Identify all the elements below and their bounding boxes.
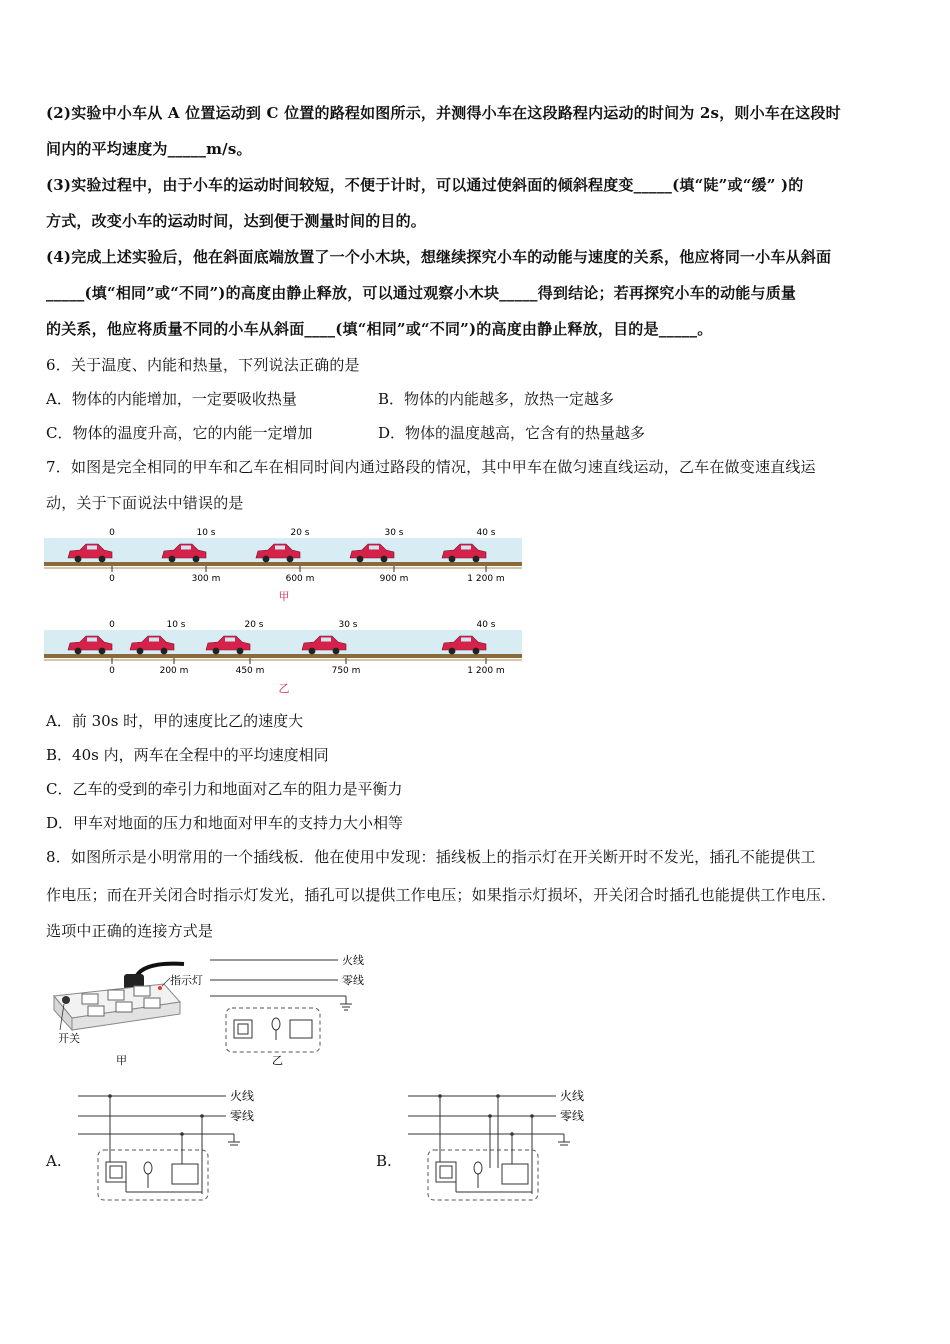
q5-part4-line1: (4)完成上述实验后，他在斜面底端放置了一个小木块，想继续探究小车的动能与速度的关系，他应将同一小车从斜面: [46, 248, 832, 266]
lamp-symbol: [474, 1162, 482, 1174]
indicator-lamp: [158, 986, 162, 990]
q7-figure-yi: [44, 616, 524, 698]
q5-part3-line2: 方式，改变小车的运动时间，达到便于测量时间的目的。: [46, 212, 427, 230]
switch-symbol: [106, 1162, 126, 1182]
time-label: 10 s: [196, 528, 216, 538]
switch-symbol-inner: [440, 1166, 452, 1178]
distance-label: 200 m: [159, 666, 189, 676]
q8-stem-line2: 作电压；而在开关闭合时指示灯发光，插孔可以提供工作电压；如果指示灯损坏，开关闭合时插孔也能提供工作电压．: [46, 886, 837, 904]
q7-option-c[interactable]: C．乙车的受到的牵引力和地面对乙车的阻力是平衡力: [46, 780, 403, 798]
distance-label: 600 m: [285, 574, 315, 584]
indicator-label: 指示灯: [170, 974, 203, 987]
q8-wiring-figure: [208, 950, 378, 1068]
q6-stem: 6．关于温度、内能和热量，下列说法正确的是: [46, 356, 360, 374]
q7-figure-jia: [44, 524, 524, 606]
time-label: 10 s: [166, 620, 186, 630]
road: [44, 562, 522, 566]
socket: [88, 1006, 104, 1016]
switch-button: [62, 996, 70, 1004]
q7-option-d[interactable]: D．甲车对地面的压力和地面对甲车的支持力大小相等: [46, 814, 404, 832]
socket: [144, 998, 160, 1008]
switch-symbol-inner: [110, 1166, 122, 1178]
distance-label: 0: [109, 574, 115, 584]
q7-stem-line1: 7．如图是完全相同的甲车和乙车在相同时间内通过路段的情况，其中甲车在做匀速直线运动，乙车在做变速直线运: [46, 458, 816, 476]
distance-label: 750 m: [331, 666, 361, 676]
distance-label: 450 m: [235, 666, 265, 676]
q6-option-c[interactable]: C．物体的温度升高，它的内能一定增加: [46, 424, 313, 442]
distance-label: 300 m: [191, 574, 221, 584]
q5-part2-line1: (2)实验中小车从 A 位置运动到 C 位置的路程如图所示，并测得小车在这段路程内运动的时间为 2s，则小车在这段时: [46, 104, 841, 122]
q8-stem-line3: 选项中正确的连接方式是: [46, 922, 214, 940]
lamp-symbol: [272, 1018, 280, 1030]
figure-label-yi: 乙: [278, 682, 290, 695]
q7-option-b[interactable]: B．40s 内，两车在全程中的平均速度相同: [46, 746, 329, 764]
q5-part3-line1: (3)实验过程中，由于小车的运动时间较短，不便于计时，可以通过使斜面的倾斜程度变_____(填“陡”或“缓” )的: [46, 176, 804, 194]
time-label: 30 s: [338, 620, 358, 630]
q8-option-b-circuit[interactable]: [406, 1084, 596, 1208]
q8-option-b-label[interactable]: B.: [376, 1152, 392, 1170]
q8-power-strip-figure: [44, 958, 204, 1070]
socket: [82, 994, 98, 1004]
q8-stem-line1: 8．如图所示是小明常用的一个插线板．他在使用中发现：插线板上的指示灯在开关断开时不发光，插孔不能提供工: [46, 848, 816, 866]
q7-stem-line2: 动，关于下面说法中错误的是: [46, 494, 244, 512]
socket: [108, 990, 124, 1000]
q7-option-a[interactable]: A．前 30s 时，甲的速度比乙的速度大: [46, 712, 304, 730]
zero-wire-label: 零线: [230, 1109, 255, 1123]
figure-label-yi: 乙: [272, 1054, 283, 1067]
switch-symbol: [436, 1162, 456, 1182]
time-label: 0: [109, 620, 115, 630]
q6-option-d[interactable]: D．物体的温度越高，它含有的热量越多: [378, 424, 646, 442]
zero-wire-label: 零线: [342, 974, 364, 987]
socket-symbol: [172, 1164, 198, 1184]
zero-wire-label: 零线: [560, 1109, 585, 1123]
figure-label-jia: 甲: [278, 590, 290, 603]
leader-line: [162, 978, 170, 986]
lamp-symbol: [144, 1162, 152, 1174]
q6-option-b[interactable]: B．物体的内能越多，放热一定越多: [378, 390, 615, 408]
distance-label: 1 200 m: [467, 574, 505, 584]
time-label: 20 s: [244, 620, 264, 630]
socket: [134, 986, 150, 996]
q8-option-a-label[interactable]: A.: [46, 1152, 62, 1170]
socket-symbol: [290, 1020, 312, 1038]
fire-wire-label: 火线: [230, 1089, 255, 1103]
time-label: 0: [109, 528, 115, 538]
socket: [116, 1002, 132, 1012]
dashed-box: [226, 1008, 320, 1052]
switch-label: 开关: [58, 1032, 80, 1045]
q6-option-a[interactable]: A．物体的内能增加，一定要吸收热量: [46, 390, 297, 408]
q5-part2-line2: 间内的平均速度为_____m/s。: [46, 140, 252, 158]
figure-label-jia: 甲: [116, 1054, 127, 1067]
q5-part4-line3: 的关系，他应将质量不同的小车从斜面____(填“相同”或“不同”)的高度由静止释放，目的是_____。: [46, 320, 713, 338]
q5-part4-line2: _____(填“相同”或“不同”)的高度由静止释放，可以通过观察小木块_____得到结论；若再探究小车的动能与质量: [46, 284, 797, 302]
switch-symbol-inner: [238, 1024, 248, 1034]
time-label: 20 s: [290, 528, 310, 538]
time-label: 30 s: [384, 528, 404, 538]
q8-option-a-circuit[interactable]: [76, 1084, 266, 1208]
time-label: 40 s: [476, 620, 496, 630]
distance-label: 1 200 m: [467, 666, 505, 676]
socket-symbol: [502, 1164, 528, 1184]
fire-wire-label: 火线: [560, 1089, 585, 1103]
distance-label: 0: [109, 666, 115, 676]
distance-label: 900 m: [379, 574, 409, 584]
road: [44, 654, 522, 658]
fire-wire-label: 火线: [342, 954, 364, 967]
switch-symbol: [234, 1020, 252, 1038]
time-label: 40 s: [476, 528, 496, 538]
